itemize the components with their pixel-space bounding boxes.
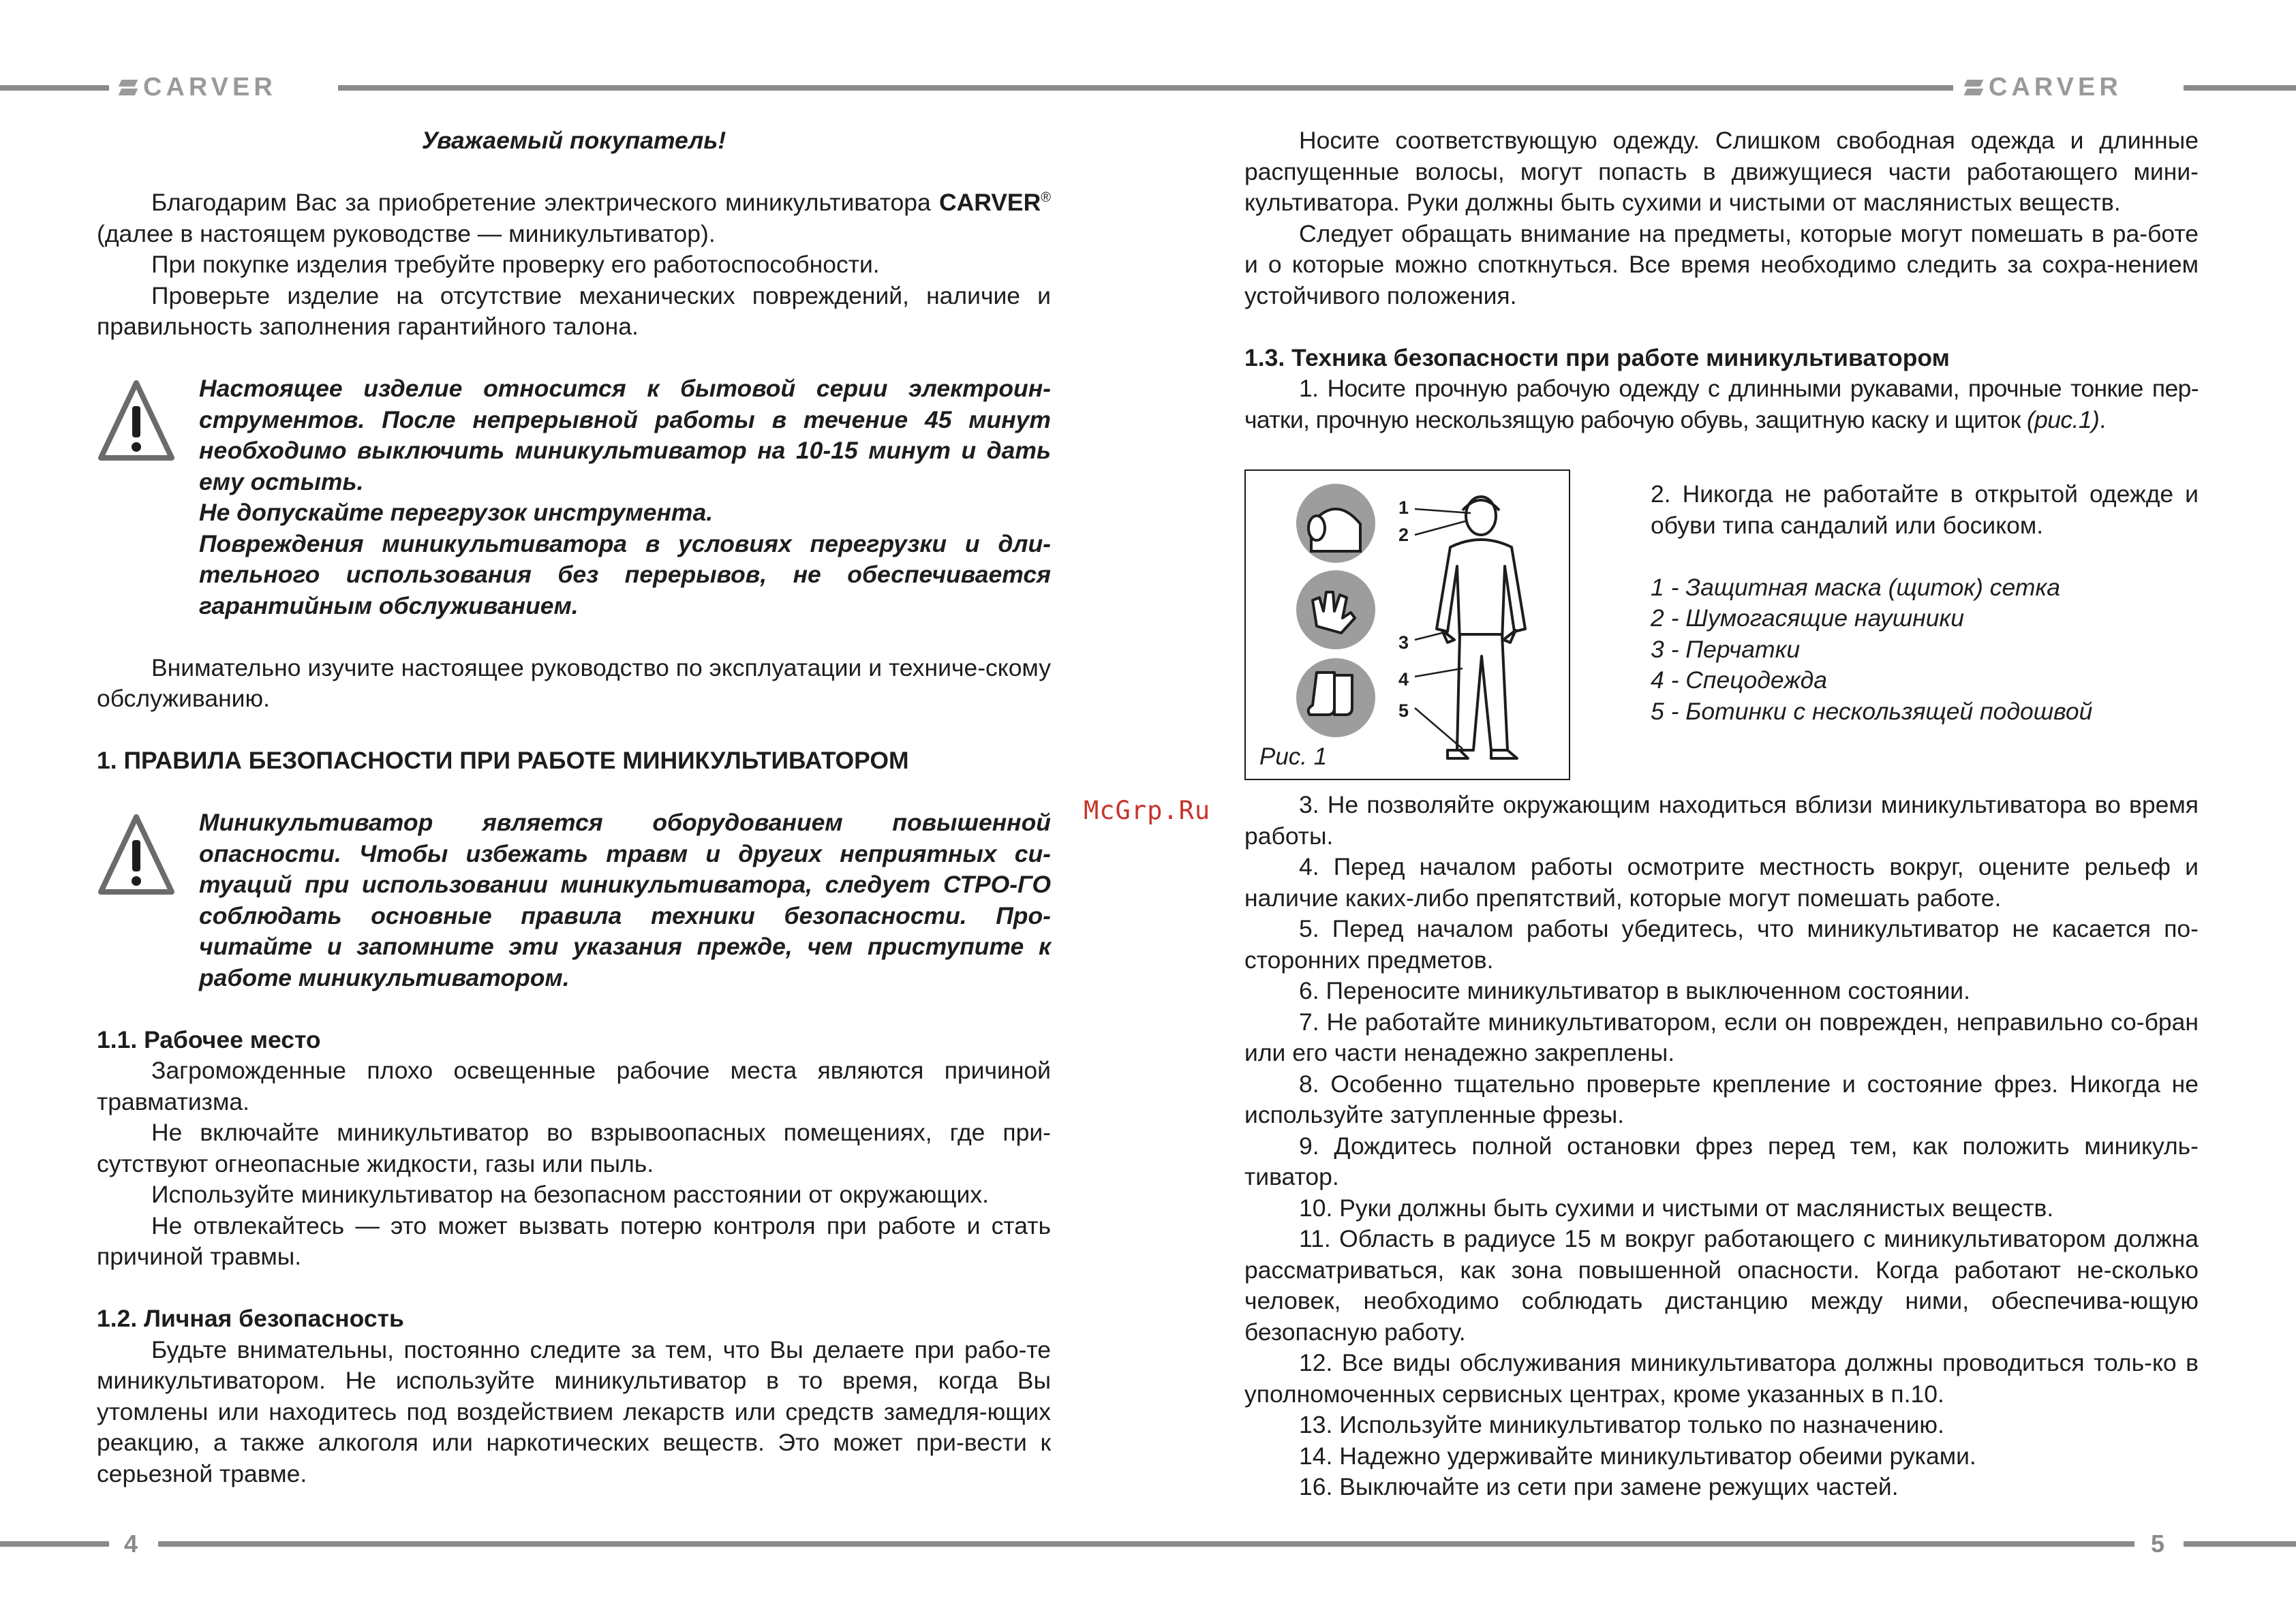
section-1-title: 1. ПРАВИЛА БЕЗОПАСНОСТИ ПРИ РАБОТЕ МИНИКУЛЬТИВАТОРОМ [97,747,909,774]
item-10: 10. Руки должны быть сухими и чистыми от маслянистых веществ. [1299,1194,2054,1222]
intro-text-end: (далее в настоящем руководстве — миникультиватор). [97,219,716,247]
figure-number-1: 1 [1398,497,1409,518]
warning1-para-3: Повреждения миникультиватора в условиях перегрузки и дли-тельного использования без перерывов, не обеспечивается гарантийным обслуживанием. [199,529,1051,619]
item-2: 2. Никогда не работайте в открытой одежде и обуви типа сандалий или босиком. [1651,480,2199,539]
item-1 [1244,373,2199,435]
item-12: 12. Все виды обслуживания миникультиватора должны проводиться толь-ко в уполномоченных сервисных центрах, кроме указанных в п.10. [1244,1349,2199,1408]
figure-number-3: 3 [1398,632,1409,653]
s11-para-4: Не отвлекайтесь — это может вызвать потерю контроля при работе и стать причиной травмы. [97,1211,1051,1270]
intro-brand: CARVER [938,189,1041,216]
top-para-2: Следует обращать внимание на предметы, которые могут помешать в ра-боте и о которые можно споткнуться. Все время необходимо следить за сохра-нением устойчивого положения. [1244,219,2199,309]
s11-para-3: Используйте миникультиватор на безопасном расстоянии от окружающих. [151,1181,989,1208]
warning-icon [97,373,199,473]
watermark: McGrp.Ru [1084,796,1211,825]
footer-rule-right-a [1148,1541,2134,1547]
header-logo-right [1965,74,2122,101]
item-11: 11. Область в радиусе 15 м вокруг работающего с миникультиватором должна рассматриваться, как зона повышенной опасности. Когда работают не-сколько человек, необходимо соблюдать дистанцию между ними, обеспечива-ющую безопасную работу. [1244,1225,2199,1346]
item-9: 9. Дождитесь полной остановки фрез перед тем, как положить миникуль-тиватор. [1244,1132,2199,1190]
figure-number-4: 4 [1398,669,1409,690]
section-1-1-title: 1.1. Рабочее место [97,1025,321,1053]
s12-para-1: Будьте внимательны, постоянно следите за тем, что Вы делаете при рабо-те миникультиватором. Не используйте миникультиватор в то время, когда Вы утомлены или находитесь под воздействием лекарств или средств замедля-ющих реакцию, а также алкоголя или наркотических веществ. Это может при-вести к серьезной травме. [97,1335,1051,1487]
registered-mark: ® [1041,190,1051,206]
intro-para-2: При покупке изделия требуйте проверку его работоспособности. [151,251,880,278]
legend-item-5: 5 - Ботинки с нескользящей подошвой [1651,697,2093,725]
item-13: 13. Используйте миникультиватор только по назначению. [1299,1411,1944,1438]
top-para-1: Носите соответствующую одежду. Слишком свободная одежда и длинные распущенные волосы, могут попасть в движущиеся части работающего мини-культиватора. Руки должны быть сухими и чистыми от маслянистых веществ. [1244,127,2199,216]
footer-rule-left-a [0,1541,109,1547]
legend-item-1: 1 - Защитная маска (щиток) сетка [1651,573,2060,601]
left-column [97,125,1051,1489]
s11-para-1: Загроможденные плохо освещенные рабочие места являются причиной травматизма. [97,1057,1051,1115]
intro-text: Благодарим Вас за приобретение электрического миникультиватора [151,189,939,216]
item-4: 4. Перед началом работы осмотрите местность вокруг, оцените рельеф и наличие каких-либо препятствий, которые могут помешать работе. [1244,853,2199,912]
footer-rule-right-b [2184,1541,2296,1547]
header-rule-left-b [338,85,1148,91]
right-column [1244,125,2199,1503]
study-note: Внимательно изучите настоящее руководство по эксплуатации и техниче-скому обслуживанию. [97,653,1051,712]
brand-name: CARVER [1989,73,2122,102]
warning1-para-2: Не допускайте перегрузок инструмента. [199,499,714,526]
greeting: Уважаемый покупатель! [421,127,726,154]
item-1-text: 1. Носите прочную рабочую одежду с длинными рукавами, прочные тонкие пер-чатки, прочную нескользящую рабочую обувь, защитную каску и щиток [1244,375,2199,433]
intro-para-1 [97,187,1051,249]
item-3: 3. Не позволяйте окружающим находиться вблизи миникультиватора во время работы. [1244,791,2199,850]
legend-item-4: 4 - Спецодежда [1651,666,1828,694]
section-1-3-title: 1.3. Техника безопасности при работе миникультиватором [1244,343,1950,371]
figure-row [1244,469,2199,780]
header-rule-right-b [2184,85,2296,91]
section-1-2-title: 1.2. Личная безопасность [97,1305,404,1332]
brand-name: CARVER [143,73,277,102]
item-1-end: . [2099,405,2106,433]
item-14: 14. Надежно удерживайте миникультиватор обеими руками. [1299,1442,1976,1470]
intro-para-3: Проверьте изделие на отсутствие механических повреждений, наличие и правильность заполнения гарантийного талона. [97,281,1051,340]
carver-logo-icon [120,78,136,96]
legend-item-2: 2 - Шумогасящие наушники [1651,604,1965,632]
warning-icon [97,807,199,907]
figure-number-2: 2 [1398,525,1409,545]
warning-block-2 [97,807,1051,993]
item-7: 7. Не работайте миникультиватором, если он поврежден, неправильно со-бран или его части ненадежно закреплены. [1244,1008,2199,1066]
header-rule-right-a [1148,85,1953,91]
page-number-right: 5 [2151,1530,2165,1558]
item-5: 5. Перед началом работы убедитесь, что миникультиватор не касается по-сторонних предметов. [1244,915,2199,974]
footer-rule-left-b [158,1541,1148,1547]
page-number-left: 4 [124,1530,138,1558]
item-1-ref: (рис.1) [2026,405,2100,433]
warning-block-1 [97,373,1051,621]
header-logo-left [120,74,277,101]
warning2-text: Миникультиватор является оборудованием повышенной опасности. Чтобы избежать травм и других неприятных си-туаций при использовании миникультиватора, следует СТРО-ГО соблюдать основные правила техники безопасности. Про-читайте и запомните эти указания прежде, чем приступите к работе миникультиватором. [199,809,1051,991]
item-8: 8. Особенно тщательно проверьте крепление и состояние фрез. Никогда не используйте затупленные фрезы. [1244,1070,2199,1128]
item-6: 6. Переносите миникультиватор в выключенном состоянии. [1299,977,1970,1004]
right-page [1148,0,2296,1623]
s11-para-2: Не включайте миникультиватор во взрывоопасных помещениях, где при-сутствуют огнеопасные жидкости, газы или пыль. [97,1119,1051,1177]
figure-caption: Рис. 1 [1259,743,1328,770]
carver-logo-icon [1965,78,1982,96]
figure-number-5: 5 [1398,700,1409,721]
legend-item-3: 3 - Перчатки [1651,635,1801,663]
warning1-para-1: Настоящее изделие относится к бытовой серии электроин-струментов. После непрерывной работы в течение 45 минут необходимо выключить миникультиватор на 10-15 минут и дать ему остыть. [199,375,1051,495]
header-rule-left [0,85,109,91]
figure-side-text [1651,469,2199,727]
item-16: 16. Выключайте из сети при замене режущих частей. [1299,1473,1899,1500]
figure-1 [1244,469,1570,780]
